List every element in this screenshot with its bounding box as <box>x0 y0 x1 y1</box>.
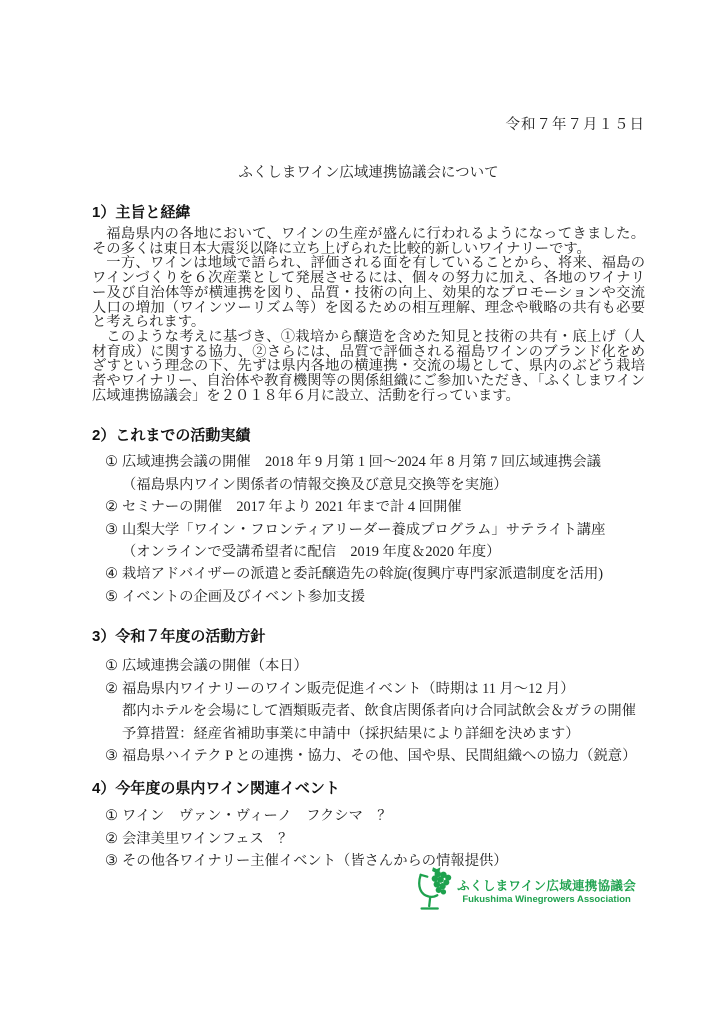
item-text: （オンラインで受講希望者に配信 2019 年度＆2020 年度） <box>122 544 501 561</box>
item-text: 山梨大学「ワイン・フロンティアリーダー養成プログラム」サテライト講座 <box>122 521 606 538</box>
item-number: ② <box>105 830 118 847</box>
item-text: 会津美里ワインフェス ？ <box>122 830 293 847</box>
date-line: 令和７年７月１５日 <box>505 117 645 133</box>
section-1-paragraph: 一方、ワインは地域で語られ、評価される面を有していることから、将来、福島のワインづくりを６次産業として発展させるには、個々の努力に加え、各地のワイナリー及び自治体等が横連携を図り、品質・技術の向上、効果的なプロモーションや交流人口の増加（ワインツーリズム等）を図るための相互理解、理念や戦略の共有も必要と考えられます。 <box>92 255 645 331</box>
item-text: 広域連携会議の開催 2018 年 9 月第 1 回～2024 年 8 月第 7 回広域連携会議 <box>122 454 601 471</box>
item-text: （福島県内ワイン関係者の情報交換及び意見交換等を実施） <box>122 476 508 493</box>
item-text: 予算措置：経産省補助事業に申請中（採択結果により詳細を決めます） <box>122 725 580 742</box>
item-number-spacer <box>105 700 122 722</box>
section-1-paragraph: 福島県内の各地において、ワインの生産が盛んに行われるようになってきました。その多くは東日本大震災以降に立ち上げられた比較的新しいワイナリーです。 <box>92 226 645 257</box>
section-4-heading: 4）今年度の県内ワイン関連イベント <box>92 780 340 798</box>
list-item <box>92 828 645 850</box>
item-text: その他各ワイナリー主催イベント（皆さんからの情報提供） <box>122 853 508 870</box>
section-2-heading: 2）これまでの活動実績 <box>92 427 251 445</box>
item-number-spacer <box>105 723 122 745</box>
list-item <box>92 678 645 700</box>
logo-name-japanese: ふくしまワイン広域連携協議会 <box>457 879 636 893</box>
item-number: ① <box>105 658 118 675</box>
item-number-spacer <box>105 541 122 563</box>
item-text: ワイン ヴァン・ヴィーノ フクシマ ？ <box>122 808 392 825</box>
list-item <box>92 519 645 541</box>
item-text: セミナーの開催 2017 年より 2021 年まで計 4 回開催 <box>122 499 462 516</box>
list-item <box>92 586 645 608</box>
list-item-continuation <box>92 723 645 745</box>
list-item-continuation <box>92 541 645 563</box>
list-item <box>92 451 645 473</box>
item-text: 都内ホテルを会場にして酒類販売者、飲食店関係者向け合同試飲会＆ガラの開催 <box>122 703 636 720</box>
list-item <box>92 496 645 518</box>
item-number-spacer <box>105 474 122 496</box>
item-number: ② <box>105 680 118 697</box>
list-item <box>92 805 645 827</box>
list-item <box>92 563 645 585</box>
item-text: 福島県内ワイナリーのワイン販売促進イベント（時期は 11 月～12 月） <box>122 680 575 697</box>
list-item-continuation <box>92 474 645 496</box>
item-number: ⑤ <box>105 588 118 605</box>
wine-glass-grapes-icon <box>414 866 452 919</box>
item-number: ④ <box>105 566 118 583</box>
item-number: ① <box>105 454 118 471</box>
item-text: イベントの企画及びイベント参加支援 <box>122 588 366 605</box>
logo-name-english: Fukushima Winegrowers Association <box>462 894 631 905</box>
item-text: 福島県ハイテク P との連携・協力、その他、国や県、民間組織への協力（鋭意） <box>122 747 637 764</box>
item-number: ③ <box>105 853 118 870</box>
item-text: 栽培アドバイザーの派遣と委託醸造先の斡旋(復興庁専門家派遣制度を活用) <box>122 566 604 583</box>
document-content <box>92 0 645 873</box>
section-1-heading: 1）主旨と経緯 <box>92 204 191 221</box>
item-number: ③ <box>105 747 118 764</box>
item-number: ③ <box>105 521 118 538</box>
item-number: ① <box>105 808 118 825</box>
item-number: ② <box>105 499 118 516</box>
section-1-paragraph: このような考えに基づき、①栽培から醸造を含めた知見と技術の共有・底上げ（人材育成）に関する協力、②さらには、品質で評価される福島ワインのブランド化をめざすという理念の下、先ずは県内各地の横連携・交流の場として、県内のぶどう栽培者やワイナリー、自治体や教育機関等の関係組織にご参加いただき、「ふくしまワイン広域連携協議会」を２０１８年６月に設立、活動を行っています。 <box>92 328 645 404</box>
item-text: 広域連携会議の開催（本日） <box>122 658 308 675</box>
logo-text <box>457 879 636 906</box>
list-item-continuation <box>92 700 645 722</box>
document-title: ふくしまワイン広域連携協議会について <box>238 165 499 181</box>
list-item <box>92 745 645 767</box>
winegrowers-logo <box>414 866 636 919</box>
section-3-heading: 3）令和７年度の活動方針 <box>92 628 266 646</box>
list-item <box>92 655 645 677</box>
